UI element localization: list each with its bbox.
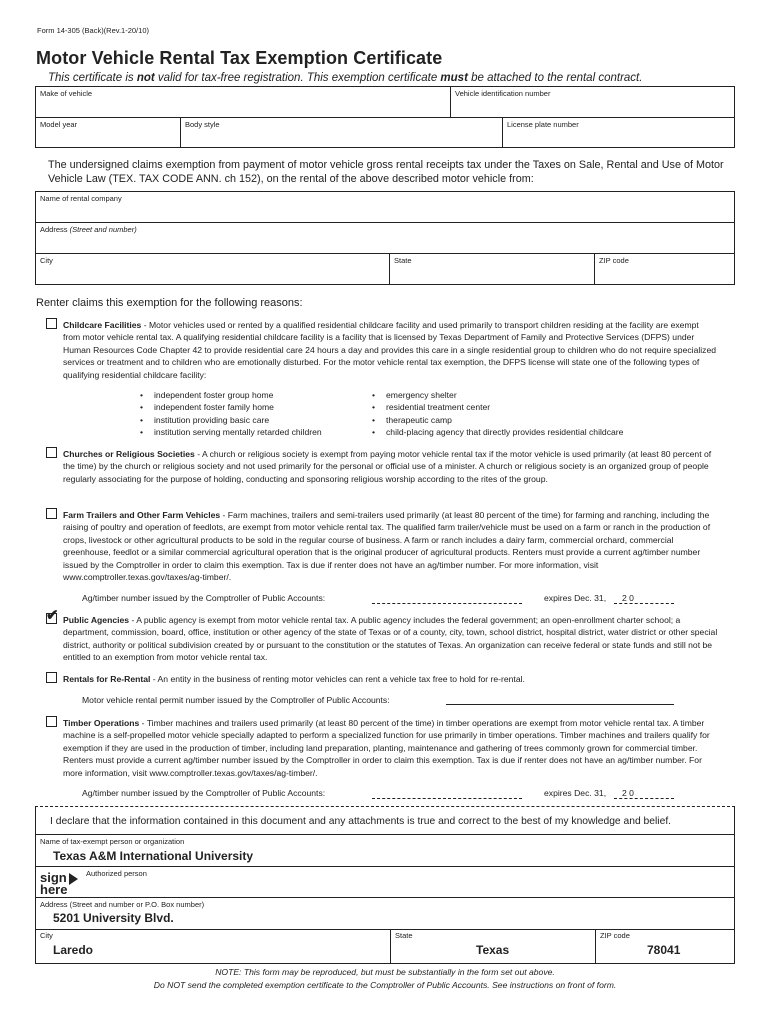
- timber-expires-label: expires Dec. 31,: [544, 788, 607, 798]
- vehicle-info-section: [35, 86, 735, 148]
- make-of-vehicle-field[interactable]: Make of vehicle: [35, 86, 451, 118]
- farm-description: Farm Trailers and Other Farm Vehicles - Farm machines, trailers and semi-trailers used primarily (at least 80 percent of the time) for farming and ranching, including the raising of poultry and operation of feedlots, are exempt from motor vehicle rental tax. The qualified farm trailer/vehicle must be used on a farm or ranch in the production of crops, livestock or other agricultural products to be sold in the regular course of business. A farm or ranch includes a dairy farm, commercial orchard, commercial greenhouse, feedlot or a similar commercial agricultural operation that is the original producer of agricultural products. Renters must provide a current ag/timber number issued by the Comptroller in order to claim this exemption. Tax is due if renter does not have an ag/timber number. For more information, visit www.comptroller.texas.gov/taxes/ag-timber/.: [63, 510, 711, 583]
- rental-company-name-field[interactable]: Name of rental company: [35, 191, 735, 223]
- license-plate-field[interactable]: License plate number: [502, 117, 735, 148]
- farm-expires-year-field[interactable]: 2 0: [614, 593, 674, 604]
- sign-here-label: sign here: [40, 870, 68, 897]
- footer-note-do-not-send: Do NOT send the completed exemption certificate to the Comptroller of Public Accounts. See instructions on front of form.: [153, 980, 617, 990]
- timber-expires-year-field[interactable]: 2 0: [614, 788, 674, 799]
- list-item: • independent foster family home: [140, 401, 322, 413]
- childcare-checkbox[interactable]: [46, 318, 57, 329]
- rental-company-state-field[interactable]: State: [389, 253, 595, 285]
- validity-notice: This certificate is not valid for tax-free registration. This exemption certificate must be attached to the rental contract.: [48, 72, 643, 84]
- exempt-org-name-value[interactable]: Texas A&M International University: [53, 849, 254, 863]
- authorized-person-label: Authorized person: [86, 869, 147, 878]
- body-style-field[interactable]: Body style: [180, 117, 503, 148]
- vin-field[interactable]: Vehicle identification number: [450, 86, 735, 118]
- list-item: • institution serving mentally retarded children: [140, 426, 322, 438]
- exempt-org-state-label: State: [395, 931, 413, 940]
- signature-field[interactable]: [84, 869, 734, 897]
- list-item: • therapeutic camp: [372, 414, 623, 426]
- footer-note-reproduce: NOTE: This form may be reproduced, but must be substantially in the form set out above.: [215, 967, 555, 977]
- rerental-description: Rentals for Re-Rental - An entity in the business of renting motor vehicles can rent a vehicle tax free to hold for re-rental.: [63, 674, 525, 684]
- rental-company-section: [35, 191, 735, 285]
- rental-company-city-field[interactable]: City: [35, 253, 390, 285]
- form-number: Form 14-305 (Back)(Rev.1-20/10): [37, 26, 149, 35]
- page-title: Motor Vehicle Rental Tax Exemption Certificate: [36, 48, 443, 68]
- childcare-types-left: [140, 389, 322, 438]
- list-item: • institution providing basic care: [140, 414, 322, 426]
- exempt-org-zip-label: ZIP code: [600, 931, 630, 940]
- timber-description: Timber Operations - Timber machines and trailers used primarily (at least 80 percent of the time) in timber operations are exempt from motor vehicle rental tax. A timber machine is a self-propelled motor vehicle specially adapted to perform a specialized function for use primarily in timber operations. Timber machines and trailers qualify for exemption if they are used in the production of timber, including land preparation, planting, maintenance and gathering of trees commonly grown for commercial timber. Renters must provide a current ag/timber number issued by the Comptroller in order to claim this exemption. Tax is due if renter does not have an ag/timber number. For more information, visit www.comptroller.texas.gov/taxes/ag-timber/.: [63, 718, 710, 778]
- list-item: • emergency shelter: [372, 389, 623, 401]
- childcare-description: Childcare Facilities - Motor vehicles used or rented by a qualified residential childcare facility and used primarily to transport children residing at the facility are exempt from motor vehicle rental tax. A qualifying residential childcare facility is a facility that is licensed by Texas Department of Family and Protective Services (DFPS) under Human Resources Code Chapter 42 to provide residential care 24 hours a day and provides this care in a single residential group to children who do not require specialized services or treatment and to children who are emotionally disturbed. For the motor vehicle rental tax exemption, the DFPS license will state one of the following types of qualifying residential childcare facility:: [63, 320, 717, 380]
- rental-company-zip-field[interactable]: ZIP code: [594, 253, 735, 285]
- farm-expires-label: expires Dec. 31,: [544, 593, 607, 603]
- list-item: • child-placing agency that directly provides residential childcare: [372, 426, 623, 438]
- exempt-org-state-value[interactable]: Texas: [476, 943, 510, 957]
- sign-here-arrow-icon: [69, 873, 78, 885]
- farm-agtimber-number-field[interactable]: [372, 593, 522, 604]
- exempt-org-name-label: Name of tax-exempt person or organization: [40, 837, 185, 846]
- churches-description: Churches or Religious Societies - A church or religious society is exempt from paying motor vehicle rental tax if the motor vehicle is used primarily (at least 80 percent of the time) by the church or religious society and not used primarily for the personal or official use of a minister. A church or religious society is an organized group of people regularly associating for the purpose of holding, conducting and sponsoring religious worship according to the rites of the group.: [63, 449, 712, 484]
- list-item: • independent foster group home: [140, 389, 322, 401]
- rerental-permit-number-field[interactable]: [446, 704, 674, 705]
- declaration-section: [35, 806, 735, 964]
- exempt-org-zip-value[interactable]: 78041: [647, 943, 681, 957]
- rerental-permit-label: Motor vehicle rental permit number issued by the Comptroller of Public Accounts:: [82, 695, 390, 705]
- public-agencies-checkbox[interactable]: [46, 607, 59, 624]
- checkmark-icon: ✔: [46, 607, 59, 624]
- childcare-types-right: [372, 389, 623, 438]
- timber-agtimber-label: Ag/timber number issued by the Comptroller of Public Accounts:: [82, 788, 326, 798]
- timber-agtimber-number-field[interactable]: [372, 788, 522, 799]
- exempt-org-city-value[interactable]: Laredo: [53, 943, 94, 957]
- farm-agtimber-label: Ag/timber number issued by the Comptroller of Public Accounts:: [82, 593, 326, 603]
- declaration-statement: I declare that the information contained in this document and any attachments is true and correct to the best of my knowledge and belief.: [50, 816, 672, 827]
- timber-checkbox[interactable]: [46, 716, 57, 727]
- model-year-field[interactable]: Model year: [35, 117, 181, 148]
- exempt-org-address-label: Address (Street and number or P.O. Box number): [40, 900, 205, 909]
- exempt-org-city-label: City: [40, 931, 53, 940]
- list-item: • residential treatment center: [372, 401, 623, 413]
- rental-company-address-field[interactable]: Address (Street and number): [35, 222, 735, 254]
- farm-checkbox[interactable]: [46, 508, 57, 519]
- rerental-checkbox[interactable]: [46, 672, 57, 683]
- churches-checkbox[interactable]: [46, 447, 57, 458]
- claim-statement: The undersigned claims exemption from payment of motor vehicle gross rental receipts tax under the Taxes on Sale, Rental and Use of Motor Vehicle Law (TEX. TAX CODE ANN. ch 152), on the rental of the above described motor vehicle from:: [48, 159, 724, 185]
- reasons-heading: Renter claims this exemption for the following reasons:: [36, 297, 303, 309]
- public-agencies-description: Public Agencies - A public agency is exempt from motor vehicle rental tax. A public agency includes the federal government; an open-enrollment charter school; a department, commission, board, office, institution or other agency of the state of Texas or of a county, city, town, school district, hospital district, water district or other special district, authority or political subdivision created by or pursuant to the constitution or the statutes of Texas. An organization can receive federal or state funds and still not be entitled to an exemption from motor vehicle rental tax.: [63, 615, 718, 663]
- exempt-org-address-value[interactable]: 5201 University Blvd.: [53, 911, 174, 925]
